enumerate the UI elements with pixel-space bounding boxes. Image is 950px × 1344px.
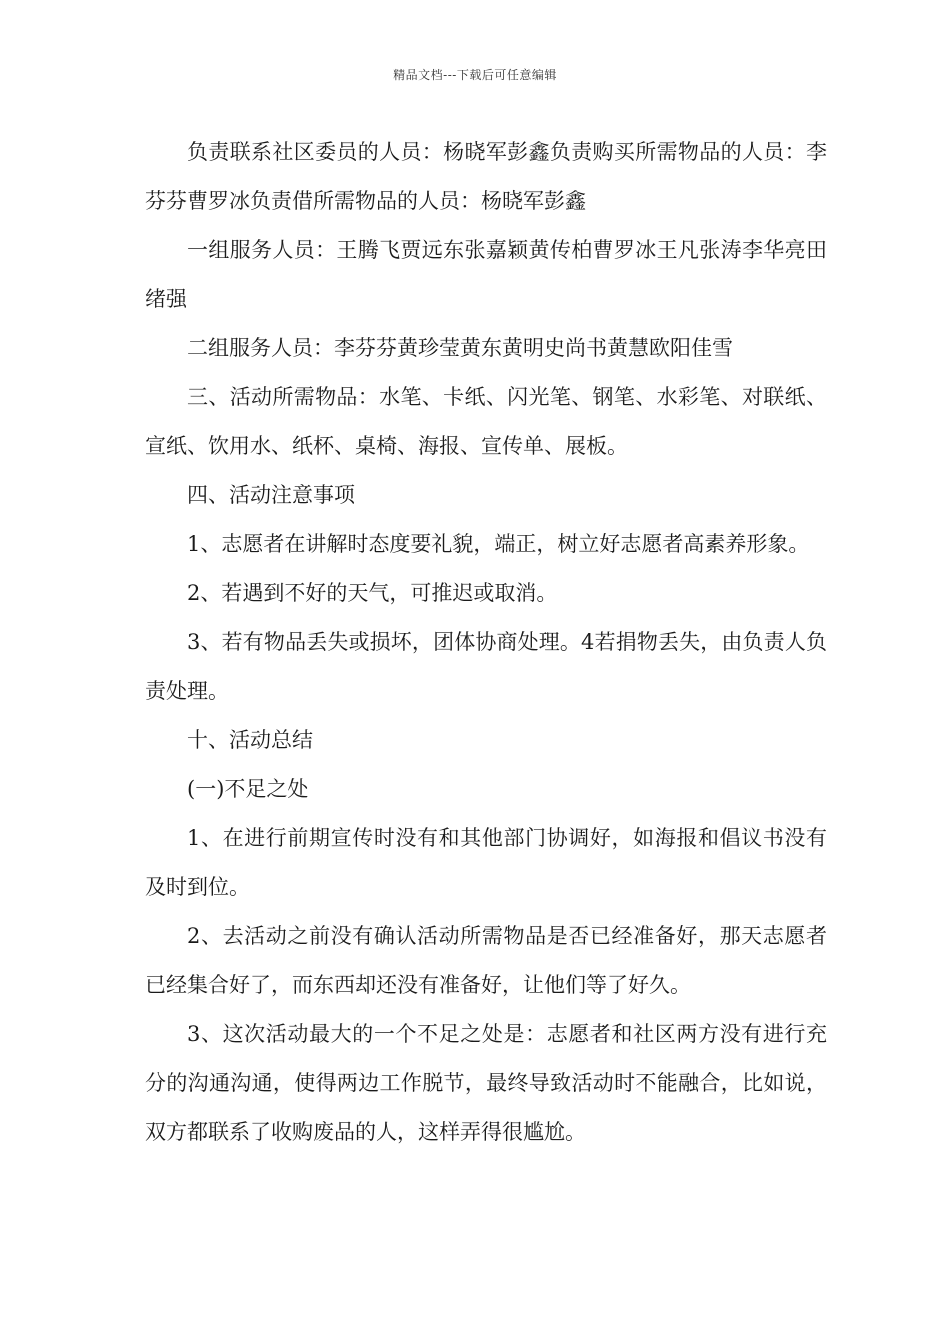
paragraph: 三、活动所需物品：水笔、卡纸、闪光笔、钢笔、水彩笔、对联纸、宣纸、饮用水、纸杯、桌椅、海报、宣传单、展板。 — [145, 385, 827, 458]
paragraph: 1、在进行前期宣传时没有和其他部门协调好，如海报和倡议书没有及时到位。 — [145, 826, 827, 899]
paragraph: 一组服务人员：王腾飞贾远东张嘉颖黄传柏曹罗冰王凡张涛李华亮田绪强 — [145, 238, 827, 311]
section-heading: 十、活动总结 — [187, 728, 313, 752]
subsection-heading: (一)不足之处 — [187, 777, 309, 801]
document-body — [145, 128, 827, 1157]
paragraph: 2、若遇到不好的天气，可推迟或取消。 — [187, 581, 558, 605]
paragraph: 2、去活动之前没有确认活动所需物品是否已经准备好，那天志愿者已经集合好了，而东西却还没有准备好，让他们等了好久。 — [145, 924, 827, 997]
section-heading: 四、活动注意事项 — [187, 483, 355, 507]
paragraph: 1、志愿者在讲解时态度要礼貌，端正，树立好志愿者高素养形象。 — [187, 532, 810, 556]
paragraph: 3、这次活动最大的一个不足之处是：志愿者和社区两方没有进行充分的沟通沟通，使得两边工作脱节，最终导致活动时不能融合，比如说，双方都联系了收购废品的人，这样弄得很尴尬。 — [145, 1022, 827, 1144]
paragraph: 3、若有物品丢失或损坏，团体协商处理。4若捐物丢失，由负责人负责处理。 — [145, 630, 827, 703]
page-header: 精品文档---下载后可任意编辑 — [393, 68, 557, 82]
paragraph: 负责联系社区委员的人员：杨晓军彭鑫负责购买所需物品的人员：李芬芬曹罗冰负责借所需物品的人员：杨晓军彭鑫 — [145, 140, 827, 213]
paragraph: 二组服务人员：李芬芬黄珍莹黄东黄明史尚书黄慧欧阳佳雪 — [187, 336, 733, 360]
